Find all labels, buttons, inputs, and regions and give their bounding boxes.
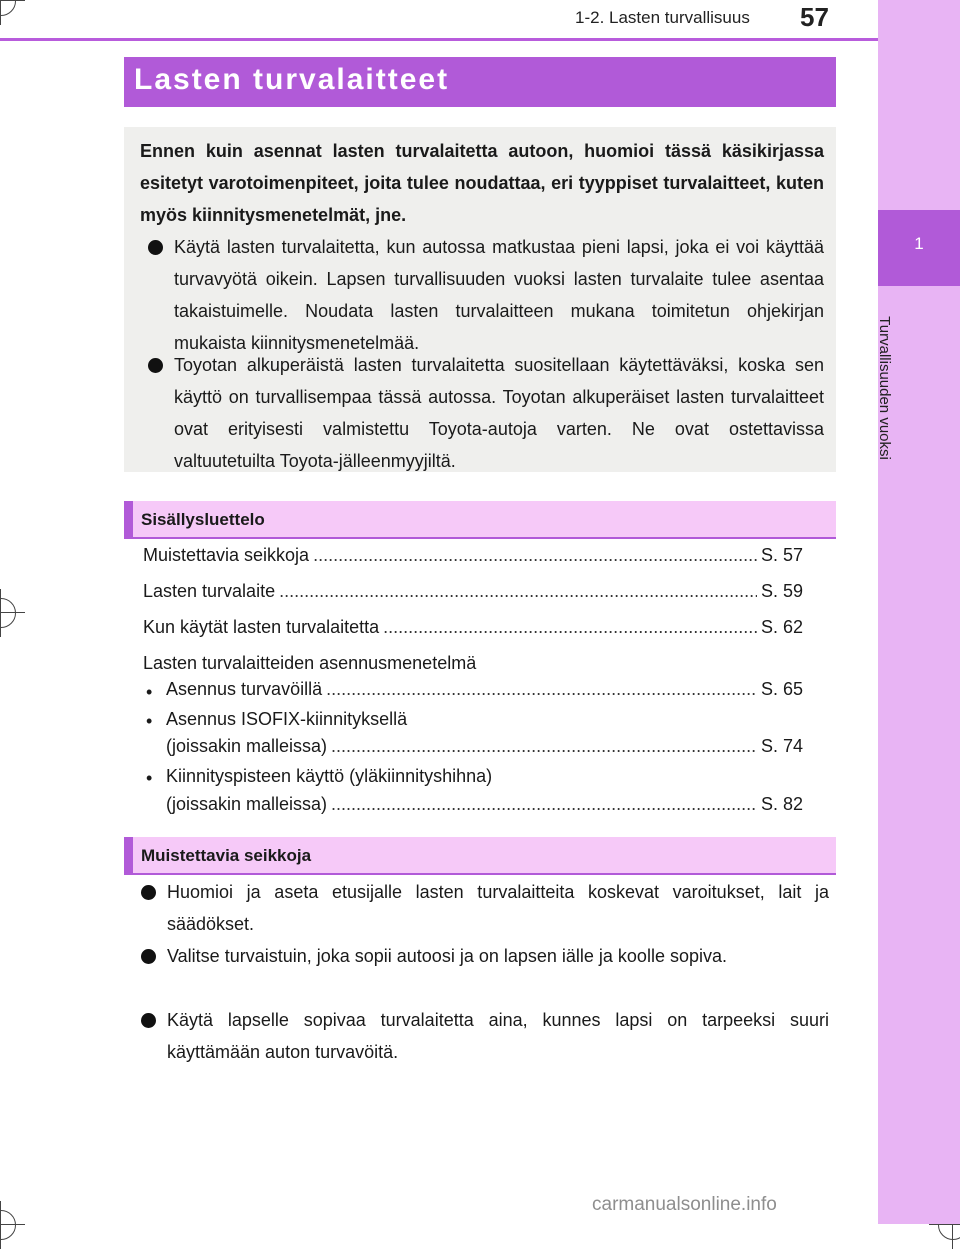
toc-entry-label: (joissakin malleissa) (166, 794, 328, 814)
toc-entry[interactable] (166, 679, 803, 707)
toc-sub-bullet: • (146, 711, 153, 731)
crop-mark-bottom-left (0, 1210, 16, 1240)
chapter-title: Turvallisuuden vuoksi (876, 316, 893, 460)
chapter-number: 1 (914, 234, 924, 253)
watermark: carmanualsonline.info (592, 1194, 777, 1215)
toc-entry-label: (joissakin malleissa) (166, 736, 328, 756)
bullet-dot-icon (141, 949, 156, 964)
intro-bullet (174, 349, 824, 477)
toc-entry-page: S. 59 (760, 581, 803, 601)
reminder-bullet-text: Huomioi ja aseta etusijalle lasten turvalaitteita koskevat varoitukset, lait ja säädökset. (167, 882, 829, 934)
toc-entry-page: S. 62 (760, 617, 803, 637)
toc-entry[interactable] (166, 736, 803, 764)
intro-box (124, 127, 836, 472)
toc-heading: Sisällysluettelo (141, 510, 265, 529)
toc-leader-dots (313, 545, 757, 566)
toc-entry[interactable] (143, 545, 803, 573)
reminders-heading: Muistettavia seikkoja (141, 846, 312, 865)
toc-leader-dots (331, 736, 757, 757)
toc-sub-bullet: • (146, 768, 153, 788)
bullet-dot-icon (148, 358, 163, 373)
toc-sub-bullet: • (146, 682, 153, 702)
intro-bullet-text: Käytä lasten turvalaitetta, kun autossa matkustaa pieni lapsi, joka ei voi käyttää turvavyötä oikein. Lapsen turvallisuuden vuoksi lasten turvalaite tulee asentaa takaistuimelle. Noudata lasten turvalaitteen mukana toimitetun ohjekirjan mukaista kiinnitysmenetelmää. (174, 237, 824, 353)
toc-entry-page: S. 65 (760, 679, 803, 699)
toc-entry[interactable] (166, 794, 803, 822)
toc-entry-page: S. 57 (760, 545, 803, 565)
reminders-heading-bar (124, 837, 836, 875)
toc-entry-label: Muistettavia seikkoja (143, 545, 310, 565)
section-reference: 1-2. Lasten turvallisuus (575, 8, 750, 27)
intro-bullet-text: Toyotan alkuperäistä lasten turvalaitetta suositellaan käytettäväksi, koska sen käyttö on turvallisempaa tässä autossa. Toyotan alkuperäiset lasten turvalaitteet ovat erityisesti valmistettu Toyota-autoja varten. Ne ovat ostettavissa valtuutetuilta Toyota-jälleenmyyjiltä. (174, 355, 824, 471)
bullet-dot-icon (141, 1013, 156, 1028)
toc-entry-page: S. 74 (760, 736, 803, 756)
intro-bullet (174, 231, 824, 359)
toc-group-label: Lasten turvalaitteiden asennusmenetelmä (143, 653, 477, 673)
reminder-bullet (167, 876, 829, 940)
toc-entry-label: Asennus ISOFIX-kiinnityksellä (166, 709, 408, 729)
toc-leader-dots (279, 581, 757, 602)
chapter-side-tab (878, 0, 960, 1224)
toc-entry-label: Lasten turvalaite (143, 581, 276, 601)
reminder-bullet (167, 940, 829, 972)
reminder-bullet (167, 1004, 829, 1068)
page-title: Lasten turvalaitteet (134, 63, 450, 96)
toc-entry-page: S. 82 (760, 794, 803, 814)
page-number: 57 (800, 2, 829, 32)
reminder-bullet-text: Käytä lapselle sopivaa turvalaitetta aina, kunnes lapsi on tarpeeksi suuri käyttämään auton turvavöitä. (167, 1010, 829, 1062)
toc-leader-dots (331, 794, 757, 815)
toc-leader-dots (383, 617, 757, 638)
toc-entry-label: Asennus turvavöillä (166, 679, 323, 699)
intro-lead: Ennen kuin asennat lasten turvalaitetta autoon, huomioi tässä käsikirjassa esitetyt varotoimenpiteet, joita tulee noudattaa, eri tyyppiset turvalaitteet, kuten myös kiinnitysmenetelmät, jne. (140, 141, 824, 225)
toc-heading-bar (124, 501, 836, 539)
header-rule (0, 38, 878, 41)
crop-mark-top-left (0, 0, 16, 16)
toc-leader-dots (326, 679, 757, 700)
toc-entry-label: Kun käytät lasten turvalaitetta (143, 617, 380, 637)
bullet-dot-icon (148, 240, 163, 255)
crop-mark-mid-left (0, 598, 16, 628)
reminder-bullet-text: Valitse turvaistuin, joka sopii autoosi ja on lapsen iälle ja koolle sopiva. (167, 946, 727, 966)
toc-entry-label: Kiinnityspisteen käyttö (yläkiinnityshihna) (166, 766, 493, 786)
bullet-dot-icon (141, 885, 156, 900)
toc-entry[interactable] (143, 581, 803, 609)
toc-entry[interactable] (143, 617, 803, 645)
page-title-banner (124, 57, 836, 107)
